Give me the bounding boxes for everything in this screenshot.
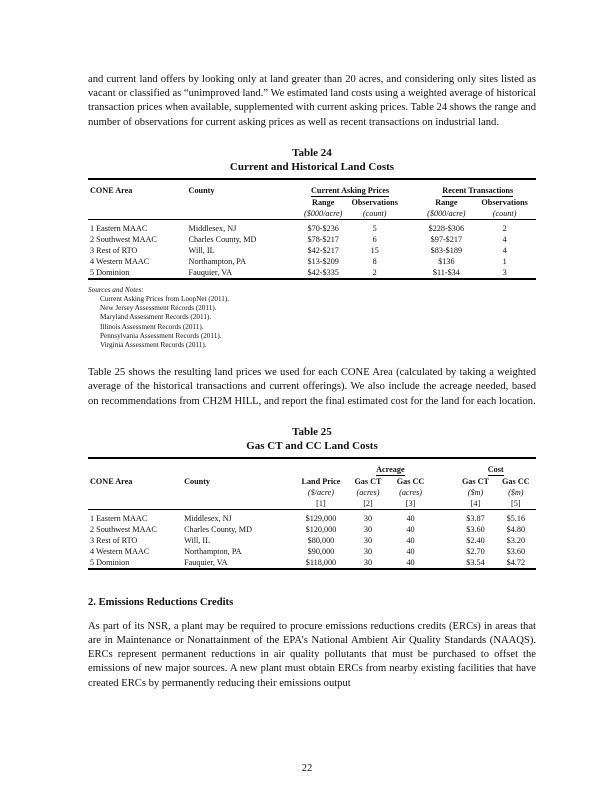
t24-header-cone-area: CONE Area — [90, 186, 133, 196]
notes-header: Sources and Notes: — [88, 285, 144, 294]
cell-county: Middlesex, NJ — [188, 223, 237, 233]
cell-ct-acres: 30 — [363, 557, 373, 567]
cell-recent-obs: 2 — [502, 223, 507, 233]
cell-area: 1 Eastern MAAC — [90, 223, 148, 233]
t24-sub-obs-recent: Observations — [481, 197, 528, 207]
cell-current-range: $42-$335 — [307, 267, 339, 277]
table-24-grid — [88, 178, 536, 283]
cell-cc-cost: $3.20 — [506, 535, 526, 545]
t25-header-cone-area: CONE Area — [90, 476, 133, 486]
cell-area: 5 Dominion — [90, 557, 130, 567]
cell-county: Northampton, PA — [188, 256, 247, 266]
table-row — [88, 546, 536, 557]
t25-unit-land-price: ($/acre) — [307, 487, 334, 497]
table-24-title: Current and Historical Land Costs — [229, 160, 395, 173]
table-row — [88, 513, 536, 524]
cell-recent-obs: 4 — [502, 245, 507, 255]
cell-land-price: $90,000 — [307, 546, 335, 556]
t24-sub-range-recent: Range — [435, 197, 458, 207]
cell-cc-acres: 40 — [406, 546, 415, 556]
cell-area: 3 Rest of RTO — [90, 245, 138, 255]
t25-unit-cc-acres: (acres) — [399, 487, 422, 497]
t24-unit-range-recent: ($000/acre) — [427, 208, 466, 218]
page-number: 22 — [301, 763, 313, 774]
cell-county: Northampton, PA — [184, 546, 242, 556]
t24-header-county: County — [188, 186, 215, 196]
table-row — [88, 223, 536, 234]
cell-ct-acres: 30 — [363, 535, 373, 545]
cell-ct-acres: 30 — [363, 524, 373, 534]
intro-paragraph: and current land offers by looking only at land greater than 20 acres, and considering only sites listed as vacant or classified as “unimproved land.” We estimated land costs using a weighted average of historical transaction prices when available, supplemented with current asking prices. Table 24 shows the range and number of observations for current asking prices as well as recent transactions on industrial land. — [88, 74, 536, 128]
table-25-title: Gas CT and CC Land Costs — [246, 439, 378, 452]
cell-area: 4 Western MAAC — [90, 546, 150, 556]
t25-sub-gas-ct-cost: Gas CT — [461, 476, 490, 486]
cell-cc-acres: 40 — [406, 513, 415, 523]
cell-county: Will, IL — [188, 245, 215, 255]
cell-land-price: $120,000 — [305, 524, 337, 534]
final-paragraph: As part of its NSR, a plant may be required to procure emissions reductions credits (ERCs) in areas that are in Maintenance or Nonattainment of the EPA’s National Ambient Air Quality Standards (NAAQS). ERCs represent permanent reductions in air quality pollutants that must be purchased to offset the emissions of new major sources. A new plant must obtain ERCs from nearby existing facilities that have created ERCs by permanently reducing their emissions output — [88, 620, 536, 689]
t25-index-2: [2] — [363, 498, 373, 508]
cell-county: Charles County, MD — [188, 234, 257, 244]
cell-area: 2 Southwest MAAC — [90, 524, 157, 534]
t24-group-current: Current Asking Prices — [311, 185, 390, 195]
cell-recent-range: $83-$189 — [430, 245, 463, 255]
t25-index-3: [3] — [405, 498, 416, 508]
note-item: Pennsylvania Assessment Records (2011). — [100, 331, 222, 340]
cell-ct-cost: $2.40 — [466, 535, 485, 545]
cell-current-range: $70-$236 — [307, 223, 339, 233]
t25-sub-gas-cc-cost: Gas CC — [502, 476, 530, 486]
cell-ct-cost: $2.70 — [466, 546, 485, 556]
middle-paragraph: Table 25 shows the resulting land prices we used for each CONE Area (calculated by taking a weighted average of the historical transactions and current offerings). We also include the acreage needed, based on recommendations from CH2M HILL, and report the final estimated cost for the land for each location. — [88, 367, 536, 407]
cell-recent-obs: 4 — [502, 234, 507, 244]
t24-unit-obs-current: (count) — [362, 208, 387, 218]
cell-current-range: $42-$217 — [307, 245, 339, 255]
t25-group-acreage: Acreage — [376, 464, 405, 474]
note-item: New Jersey Assessment Records (2011). — [100, 304, 217, 313]
cell-area: 5 Dominion — [90, 267, 130, 277]
t25-index-5: [5] — [511, 498, 521, 508]
t24-sub-obs-current: Observations — [351, 197, 398, 207]
cell-cc-acres: 40 — [406, 524, 415, 534]
cell-cc-cost: $4.72 — [506, 557, 526, 567]
cell-current-obs: 15 — [370, 245, 379, 255]
cell-county: Charles County, MD — [184, 524, 252, 534]
t25-group-cost: Cost — [487, 464, 504, 474]
note-item: Illinois Assessment Records (2011). — [100, 322, 204, 331]
table-25 — [88, 425, 536, 573]
cell-current-obs: 8 — [372, 256, 377, 266]
table-25-number: Table 25 — [292, 425, 332, 438]
cell-area: 2 Southwest MAAC — [90, 234, 157, 244]
section-heading: 2. Emissions Reductions Credits — [88, 596, 234, 608]
cell-land-price: $129,000 — [305, 513, 337, 523]
cell-cc-cost: $4.80 — [506, 524, 526, 534]
cell-current-range: $13-$209 — [307, 256, 339, 266]
t25-index-1: [1] — [316, 498, 326, 508]
cell-area: 3 Rest of RTO — [90, 535, 138, 545]
cell-recent-obs: 1 — [502, 256, 507, 266]
note-item: Current Asking Prices from LoopNet (2011). — [100, 295, 230, 304]
cell-current-obs: 2 — [372, 267, 377, 277]
t25-unit-cc-cost: ($m) — [508, 487, 524, 497]
cell-county: Will, IL — [184, 535, 211, 545]
cell-ct-cost: $3.87 — [466, 513, 485, 523]
table-25-grid — [88, 457, 536, 573]
cell-recent-range: $97-$217 — [430, 234, 463, 244]
t25-unit-ct-acres: (acres) — [356, 487, 380, 497]
cell-recent-obs: 3 — [502, 267, 507, 277]
table-row — [88, 256, 536, 267]
cell-county: Fauquier, VA — [184, 557, 228, 567]
t25-sub-gas-ct-acres: Gas CT — [354, 476, 382, 486]
table-24-number: Table 24 — [292, 146, 332, 159]
cell-ct-acres: 30 — [363, 546, 373, 556]
cell-ct-cost: $3.60 — [466, 524, 485, 534]
cell-county: Fauquier, VA — [188, 267, 233, 277]
cell-county: Middlesex, NJ — [184, 513, 232, 523]
t25-sub-land-price: Land Price — [301, 476, 341, 486]
t25-header-county: County — [184, 476, 211, 486]
table-row — [88, 245, 536, 256]
cell-land-price: $80,000 — [307, 535, 335, 545]
note-item: Virginia Assessment Records (2011). — [100, 341, 207, 350]
t25-unit-ct-cost: ($m) — [467, 487, 484, 497]
cell-current-obs: 5 — [372, 223, 377, 233]
cell-ct-acres: 30 — [363, 513, 373, 523]
document-page — [88, 70, 536, 691]
table-24-notes — [88, 286, 536, 350]
t25-index-4: [4] — [470, 498, 481, 508]
cell-recent-range: $228-$306 — [428, 223, 465, 233]
table-24 — [88, 146, 536, 350]
cell-recent-range: $136 — [438, 256, 455, 266]
cell-area: 4 Western MAAC — [90, 256, 150, 266]
cell-current-obs: 6 — [372, 234, 377, 244]
table-row — [88, 535, 536, 546]
cell-recent-range: $11-$34 — [432, 267, 460, 277]
t24-group-recent: Recent Transactions — [442, 185, 514, 195]
cell-cc-cost: $3.60 — [506, 546, 526, 556]
cell-cc-acres: 40 — [406, 535, 415, 545]
table-row — [88, 524, 536, 535]
t24-unit-obs-recent: (count) — [492, 208, 517, 218]
cell-cc-acres: 40 — [406, 557, 415, 567]
table-row — [88, 267, 536, 279]
cell-ct-cost: $3.54 — [466, 557, 485, 567]
t25-sub-gas-cc-acres: Gas CC — [396, 476, 425, 486]
cell-land-price: $118,000 — [305, 557, 337, 567]
cell-area: 1 Eastern MAAC — [90, 513, 148, 523]
t24-sub-range-current: Range — [312, 197, 335, 207]
table-row — [88, 234, 536, 245]
table-row — [88, 557, 536, 569]
t24-unit-range-current: ($000/acre) — [304, 208, 343, 218]
cell-current-range: $78-$217 — [307, 234, 339, 244]
cell-cc-cost: $5.16 — [506, 513, 526, 523]
note-item: Maryland Assessment Records (2011). — [100, 313, 212, 322]
